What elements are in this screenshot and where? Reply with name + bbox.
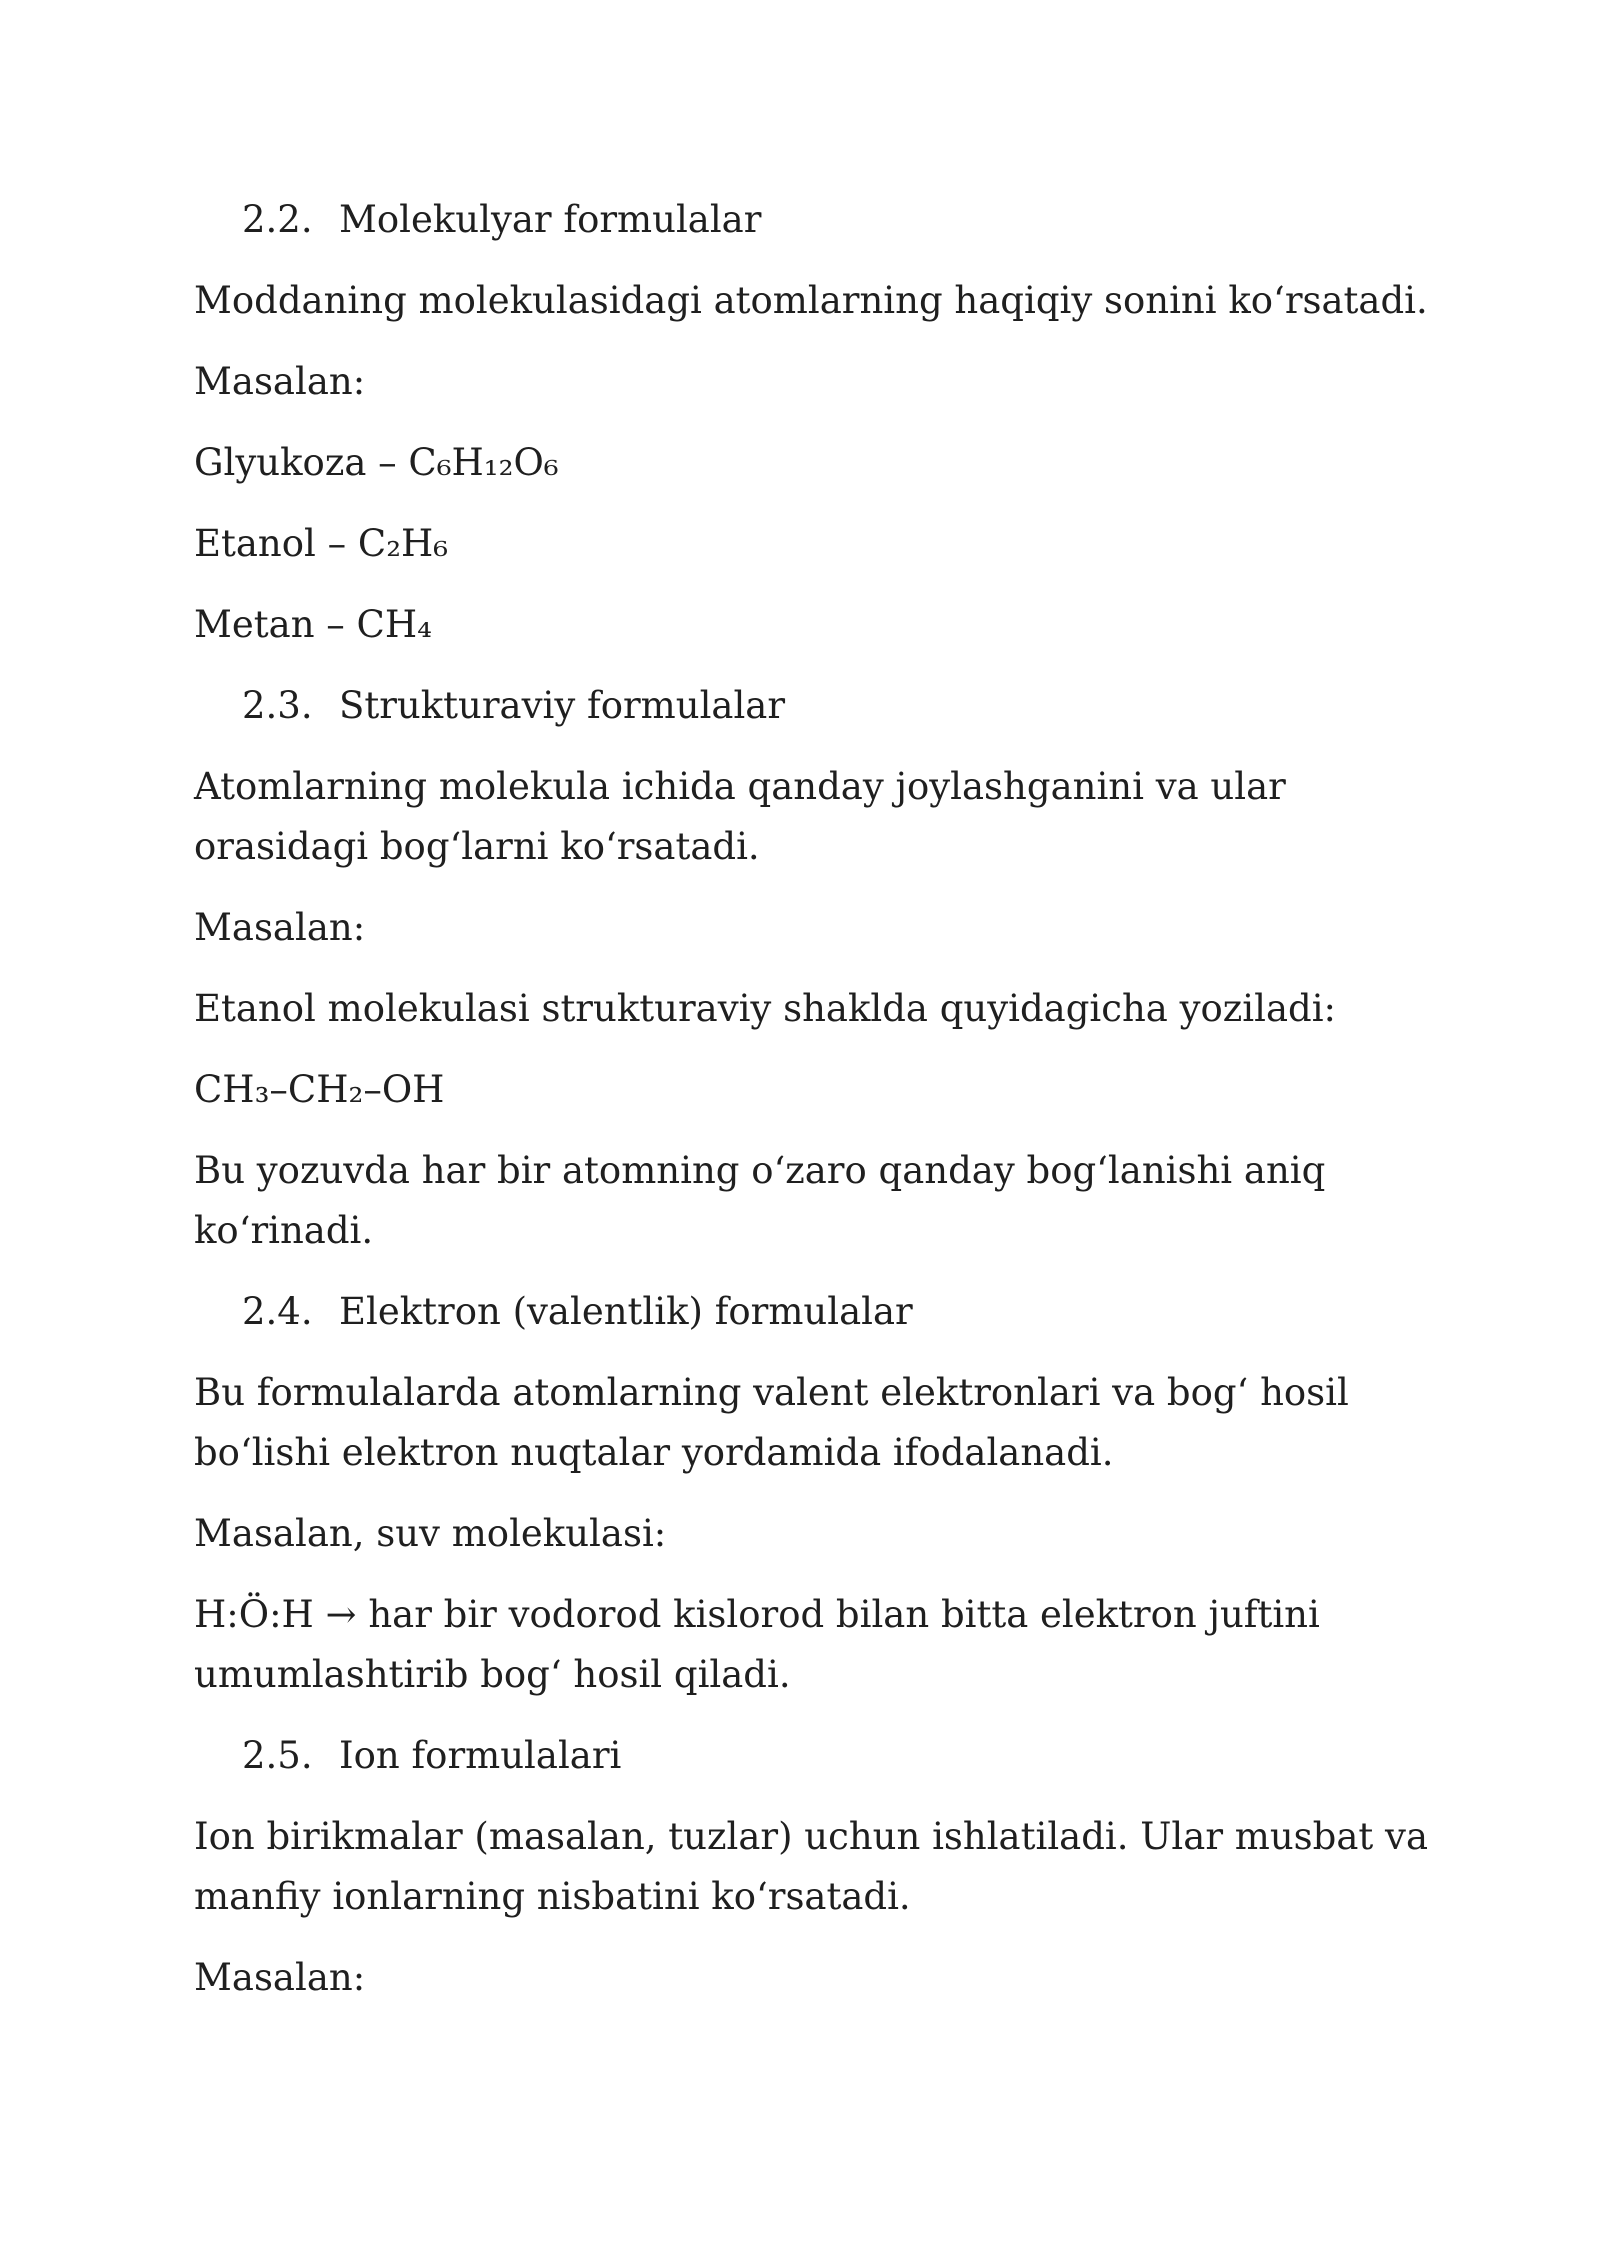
paragraph: Bu formulalarda atomlarning valent elektronlari va bog‘ hosil bo‘lishi elektron nuqtalar yordamida ifodalanadi.	[194, 1371, 1349, 1474]
section-title: Molekulyar formulalar	[339, 198, 762, 241]
paragraph: Masalan, suv molekulasi:	[194, 1512, 667, 1555]
formula-line: Glyukoza – C₆H₁₂O₆	[194, 441, 559, 484]
formula-line: Metan – CH₄	[194, 603, 432, 646]
section-heading-2-4	[194, 1282, 1434, 1342]
section-number: 2.5.	[242, 1734, 313, 1777]
paragraph: Moddaning molekulasidagi atomlarning haqiqiy sonini ko‘rsatadi.	[194, 279, 1428, 322]
section-number: 2.4.	[242, 1290, 313, 1333]
formula-line: CH₃–CH₂–OH	[194, 1068, 445, 1111]
paragraph: Bu yozuvda har bir atomning o‘zaro qanday bog‘lanishi aniq ko‘rinadi.	[194, 1149, 1326, 1252]
paragraph: Masalan:	[194, 1956, 366, 1999]
section-title: Strukturaviy formulalar	[339, 684, 786, 727]
formula-paragraph: H:Ö:H → har bir vodorod kislorod bilan bitta elektron juftini umumlashtirib bog‘ hosil qiladi.	[194, 1593, 1320, 1696]
section-number: 2.3.	[242, 684, 313, 727]
section-heading-2-5	[194, 1726, 1434, 1786]
document-body	[194, 190, 1434, 2029]
paragraph: Atomlarning molekula ichida qanday joylashganini va ular orasidagi bog‘larni ko‘rsatadi.	[194, 765, 1286, 868]
paragraph: Ion birikmalar (masalan, tuzlar) uchun ishlatiladi. Ular musbat va manfiy ionlarning nisbatini ko‘rsatadi.	[194, 1815, 1429, 1918]
section-title: Elektron (valentlik) formulalar	[339, 1290, 913, 1333]
section-heading-2-2	[194, 190, 1434, 250]
section-heading-2-3	[194, 676, 1434, 736]
paragraph: Masalan:	[194, 360, 366, 403]
paragraph: Etanol molekulasi strukturaviy shaklda quyidagicha yoziladi:	[194, 987, 1336, 1030]
paragraph: Masalan:	[194, 906, 366, 949]
formula-line: Etanol – C₂H₆	[194, 522, 449, 565]
section-title: Ion formulalari	[339, 1734, 622, 1777]
section-number: 2.2.	[242, 198, 313, 241]
